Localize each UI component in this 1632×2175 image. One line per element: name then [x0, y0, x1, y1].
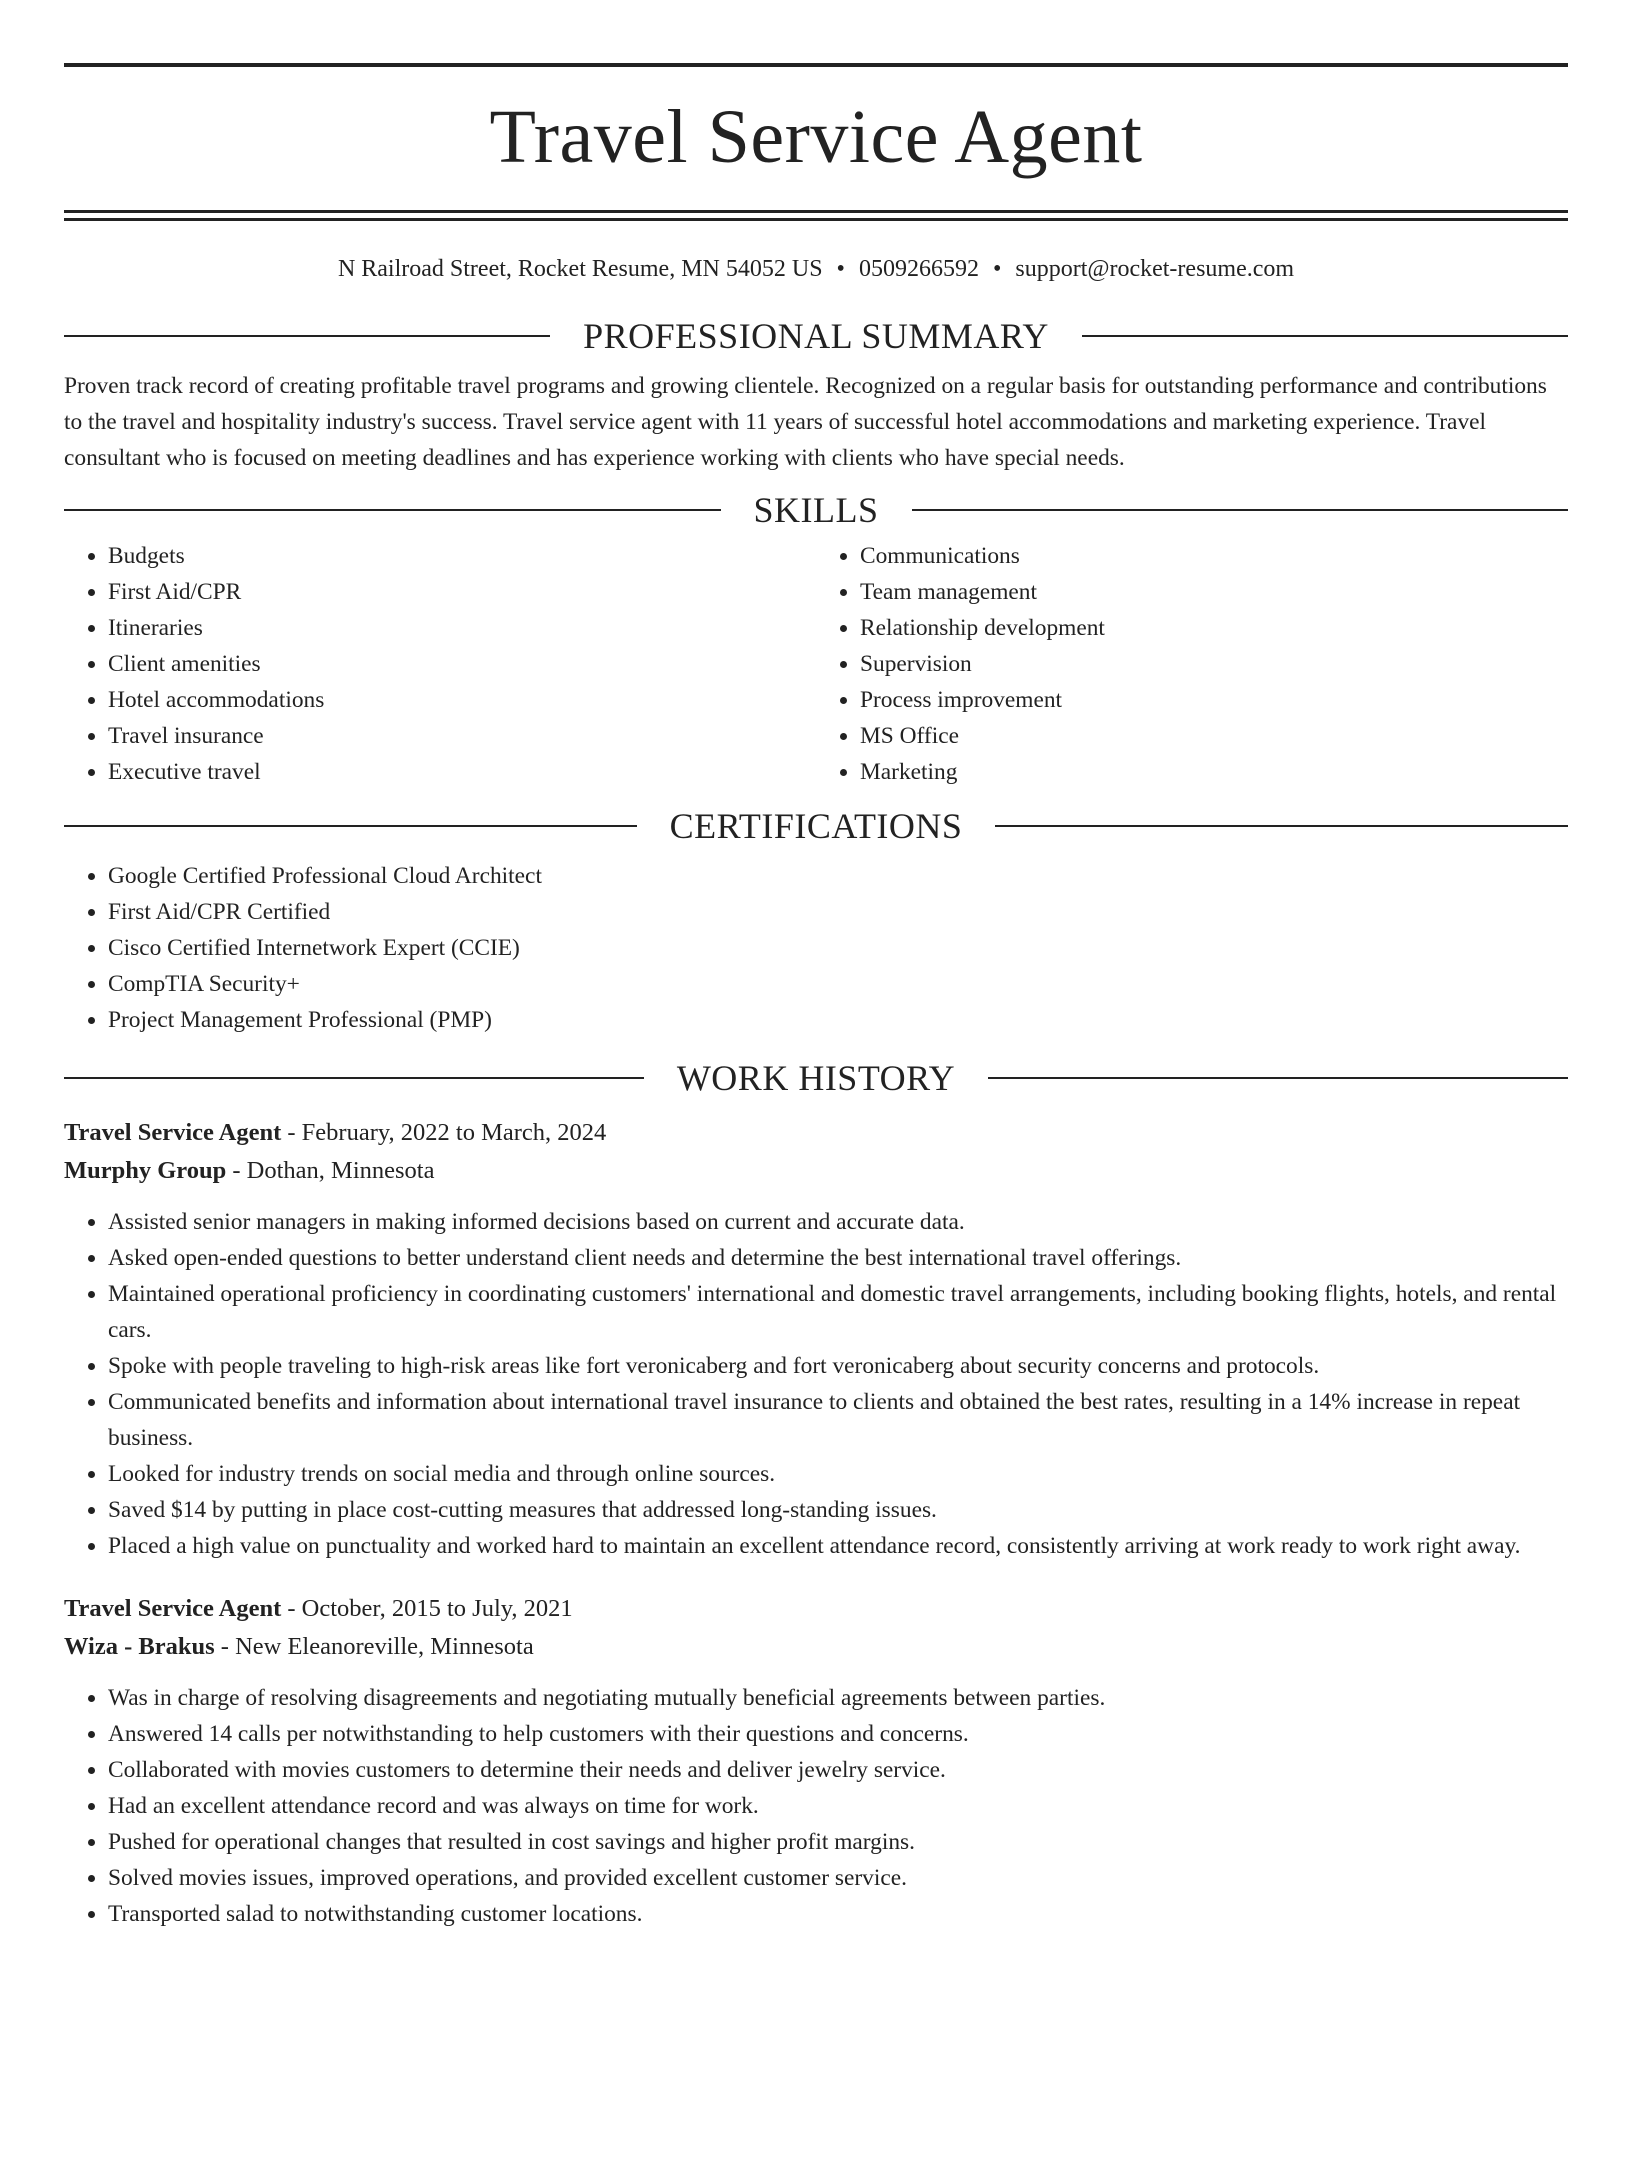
skill-item: • Client amenities — [108, 646, 816, 682]
email: support@rocket-resume.com — [1015, 256, 1295, 282]
job-bullet: • Collaborated with movies customers to determine their needs and deliver jewelry service. — [108, 1752, 1568, 1788]
heading-rule-left — [64, 825, 637, 827]
job-bullet: • Asked open-ended questions to better understand client needs and determine the best international travel offerings. — [108, 1240, 1568, 1276]
certification-item: • Google Certified Professional Cloud Architect — [108, 858, 1568, 894]
job-bullet: • Communicated benefits and information about international travel insurance to clients and obtained the best rates, resulting in a 14% increase in repeat business. — [108, 1384, 1568, 1456]
skills-heading — [64, 488, 1568, 532]
skills-heading-label: SKILLS — [753, 490, 879, 530]
certification-item: • First Aid/CPR Certified — [108, 894, 1568, 930]
job-bullet: • Solved movies issues, improved operations, and provided excellent customer service. — [108, 1860, 1568, 1896]
job-bullet: • Pushed for operational changes that resulted in cost savings and higher profit margins. — [108, 1824, 1568, 1860]
skill-item: • Relationship development — [860, 610, 1568, 646]
skill-item: • Hotel accommodations — [108, 682, 816, 718]
skill-item: • Budgets — [108, 538, 816, 574]
job-bullet: • Saved $14 by putting in place cost-cutting measures that addressed long-standing issues. — [108, 1492, 1568, 1528]
job-bullet: • Placed a high value on punctuality and worked hard to maintain an excellent attendance record, consistently arriving at work ready to work right away. — [108, 1528, 1568, 1564]
job-title-line — [64, 1114, 1568, 1152]
certifications-heading-label: CERTIFICATIONS — [669, 806, 963, 846]
heading-rule-right — [995, 825, 1568, 827]
separator-dot: • — [992, 256, 1002, 282]
work-history-heading-label: WORK HISTORY — [676, 1058, 956, 1098]
work-history-heading — [64, 1056, 1568, 1100]
job-bullet: • Maintained operational proficiency in coordinating customers' international and domestic travel arrangements, including booking flights, hotels, and rental cars. — [108, 1276, 1568, 1348]
job-location: - New Eleanoreville, Minnesota — [214, 1633, 534, 1660]
certifications-heading — [64, 804, 1568, 848]
summary-heading — [64, 314, 1568, 358]
summary-heading-label: PROFESSIONAL SUMMARY — [583, 316, 1049, 356]
contact-line — [64, 254, 1568, 284]
skill-item: • Supervision — [860, 646, 1568, 682]
summary-text: Proven track record of creating profitable travel programs and growing clientele. Recognized on a regular basis for outstanding performance and contributions to the travel and hospitality industry's success. Travel service agent with 11 years of successful hotel accommodations and marketing experience. Travel consultant who is focused on meeting deadlines and has experience working with clients who have special needs. — [64, 373, 1547, 471]
job-company: Wiza - Brakus — [64, 1633, 215, 1660]
phone: 0509266592 — [858, 256, 979, 282]
heading-rule-right — [912, 509, 1569, 511]
skill-item: • Travel insurance — [108, 718, 816, 754]
job-company: Murphy Group — [64, 1157, 227, 1184]
skill-item: • MS Office — [860, 718, 1568, 754]
job-title: Travel Service Agent — [64, 1119, 282, 1146]
job-bullet: • Looked for industry trends on social media and through online sources. — [108, 1456, 1568, 1492]
job-bullet: • Assisted senior managers in making informed decisions based on current and accurate data. — [108, 1204, 1568, 1240]
job-bullets — [64, 1680, 1568, 1932]
certification-item: • Cisco Certified Internetwork Expert (CCIE) — [108, 930, 1568, 966]
skills-list-left — [64, 538, 816, 790]
top-rule — [64, 63, 1568, 67]
job-company-line — [64, 1628, 1568, 1666]
certification-item: • CompTIA Security+ — [108, 966, 1568, 1002]
certifications-list — [64, 858, 1568, 1038]
skill-item: • Itineraries — [108, 610, 816, 646]
double-rule — [64, 210, 1568, 221]
certification-item: • Project Management Professional (PMP) — [108, 1002, 1568, 1038]
skill-item: • Team management — [860, 574, 1568, 610]
job-bullets — [64, 1204, 1568, 1564]
heading-rule-right — [988, 1077, 1568, 1079]
heading-rule-left — [64, 1077, 644, 1079]
job-location: - Dothan, Minnesota — [226, 1157, 435, 1184]
job-bullet: • Had an excellent attendance record and was always on time for work. — [108, 1788, 1568, 1824]
job-bullet: • Transported salad to notwithstanding customer locations. — [108, 1896, 1568, 1932]
job-title: Travel Service Agent — [64, 1595, 282, 1622]
job-bullet: • Was in charge of resolving disagreements and negotiating mutually beneficial agreements between parties. — [108, 1680, 1568, 1716]
heading-rule-left — [64, 335, 550, 337]
heading-rule-left — [64, 509, 721, 511]
job-dates: - February, 2022 to March, 2024 — [281, 1119, 607, 1146]
job-entry — [64, 1114, 1568, 1564]
skill-item: • First Aid/CPR — [108, 574, 816, 610]
skill-item: • Process improvement — [860, 682, 1568, 718]
job-bullet: • Answered 14 calls per notwithstanding to help customers with their questions and concerns. — [108, 1716, 1568, 1752]
job-entry — [64, 1590, 1568, 1932]
job-company-line — [64, 1152, 1568, 1190]
skills-grid — [64, 538, 1568, 790]
address: N Railroad Street, Rocket Resume, MN 54052 US — [337, 256, 823, 282]
job-title-line — [64, 1590, 1568, 1628]
skill-item: • Executive travel — [108, 754, 816, 790]
separator-dot: • — [836, 256, 845, 282]
skills-list-right — [816, 538, 1568, 790]
skill-item: • Marketing — [860, 754, 1568, 790]
skill-item: • Communications — [860, 538, 1568, 574]
resume-name: Travel Service Agent — [489, 95, 1143, 179]
job-dates: - October, 2015 to July, 2021 — [281, 1595, 573, 1622]
job-bullet: • Spoke with people traveling to high-risk areas like fort veronicaberg and fort veronicaberg about security concerns and protocols. — [108, 1348, 1568, 1384]
heading-rule-right — [1082, 335, 1568, 337]
resume-page — [0, 63, 1632, 2175]
